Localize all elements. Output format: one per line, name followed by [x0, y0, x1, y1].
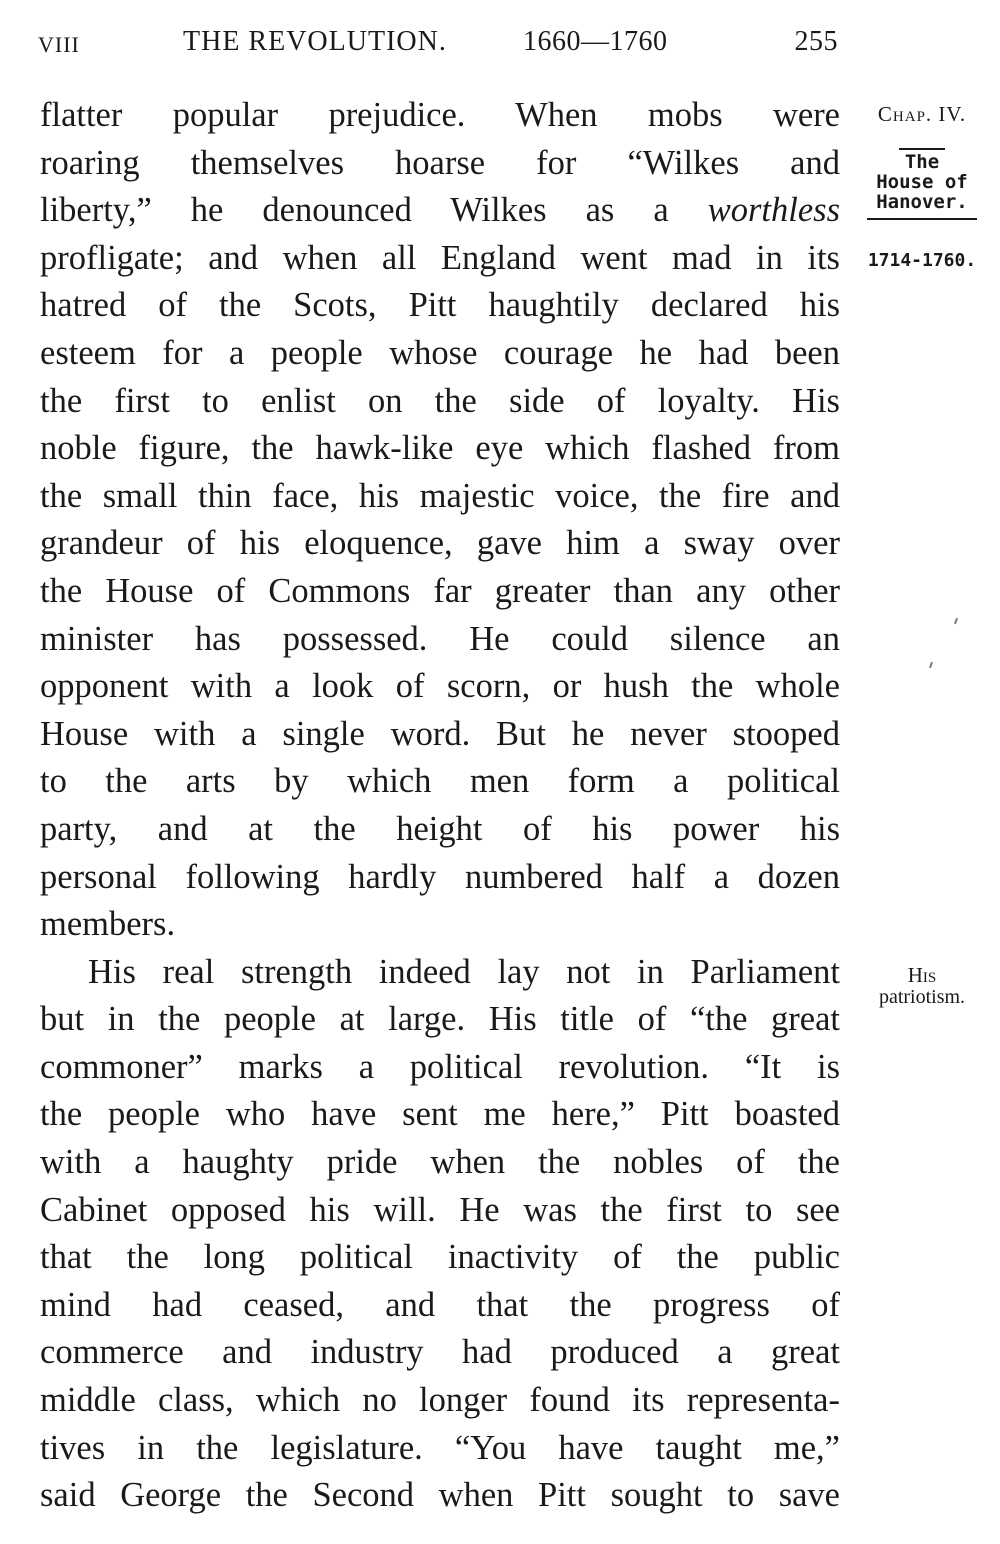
text-line: to the arts by which men form a political [40, 762, 840, 801]
text-line: Cabinet opposed his will. He was the first to see [40, 1190, 840, 1229]
period-years: 1660—1760 [523, 26, 668, 57]
text-line: the people who have sent me here,” Pitt boasted [40, 1095, 840, 1134]
text-line: commoner” marks a political revolution. “It is [40, 1047, 840, 1086]
text-line: personal following hardly numbered half a dozen [40, 857, 840, 896]
text-line: hatred of the Scots, Pitt haughtily declared his [40, 286, 840, 325]
text-line: the House of Commons far greater than any other [40, 571, 840, 610]
text-line: House with a single word. But he never stooped [40, 714, 840, 753]
margin-house-line2: House of [876, 171, 968, 193]
text-line: the small thin face, his majestic voice, the fire and [40, 476, 840, 515]
text-line: tives in the legislature. “You have taught me,” [40, 1428, 840, 1467]
text-line: grandeur of his eloquence, gave him a sway over [40, 524, 840, 563]
text-line: party, and at the height of his power his [40, 809, 840, 848]
text-line: but in the people at large. His title of “the great [40, 1000, 840, 1039]
text-line: noble figure, the hawk-like eye which flashed from [40, 429, 840, 468]
page-number: 255 [794, 26, 838, 57]
margin-rule [899, 148, 945, 150]
text-line: opponent with a look of scorn, or hush the whole [40, 667, 840, 706]
margin-house-line1: The [904, 151, 940, 173]
text-line: esteem for a people whose courage he had been [40, 333, 840, 372]
text-line: mind had ceased, and that the progress of [40, 1285, 840, 1324]
text-line: minister has possessed. He could silence an [40, 619, 840, 658]
margin-patriotism-line1: His [907, 963, 937, 987]
book-title: THE REVOLUTION. [183, 26, 447, 57]
text-line: flatter popular prejudice. When mobs were [40, 96, 840, 134]
text-line: middle class, which no longer found its representa- [40, 1381, 840, 1420]
text-line: with a haughty pride when the nobles of the [40, 1143, 840, 1182]
text-line: roaring themselves hoarse for “Wilkes and [40, 143, 840, 182]
italic-word: worthless [707, 191, 840, 230]
text-line: commerce and industry had produced a great [40, 1333, 840, 1372]
margin-dates-note: 1714-1760. [867, 250, 977, 271]
text-line-worthless: liberty,” he denounced Wilkes as a worthless [40, 191, 840, 230]
margin-patriotism-line2: patriotism. [878, 986, 966, 1008]
margin-chapter-note: Chap. IV. [877, 102, 967, 126]
margin-rule [867, 218, 977, 220]
text-line: profligate; and when all England went mad in its [40, 238, 840, 277]
scan-speck [954, 618, 958, 624]
scan-speck [929, 662, 933, 668]
margin-house-note [852, 148, 992, 220]
margin-patriotism-note [852, 964, 992, 1008]
text-line: the first to enlist on the side of loyalty. His [40, 381, 840, 420]
running-header [38, 26, 838, 66]
margin-house-line3: Hanover. [876, 191, 968, 213]
section-number: VIII [38, 32, 80, 57]
main-text [40, 92, 840, 1520]
text-line: members. [40, 905, 176, 944]
text-line: His real strength indeed lay not in Parliament [88, 952, 840, 991]
text-line: said George the Second when Pitt sought to save [40, 1476, 840, 1515]
text-line: that the long political inactivity of the public [40, 1238, 840, 1277]
